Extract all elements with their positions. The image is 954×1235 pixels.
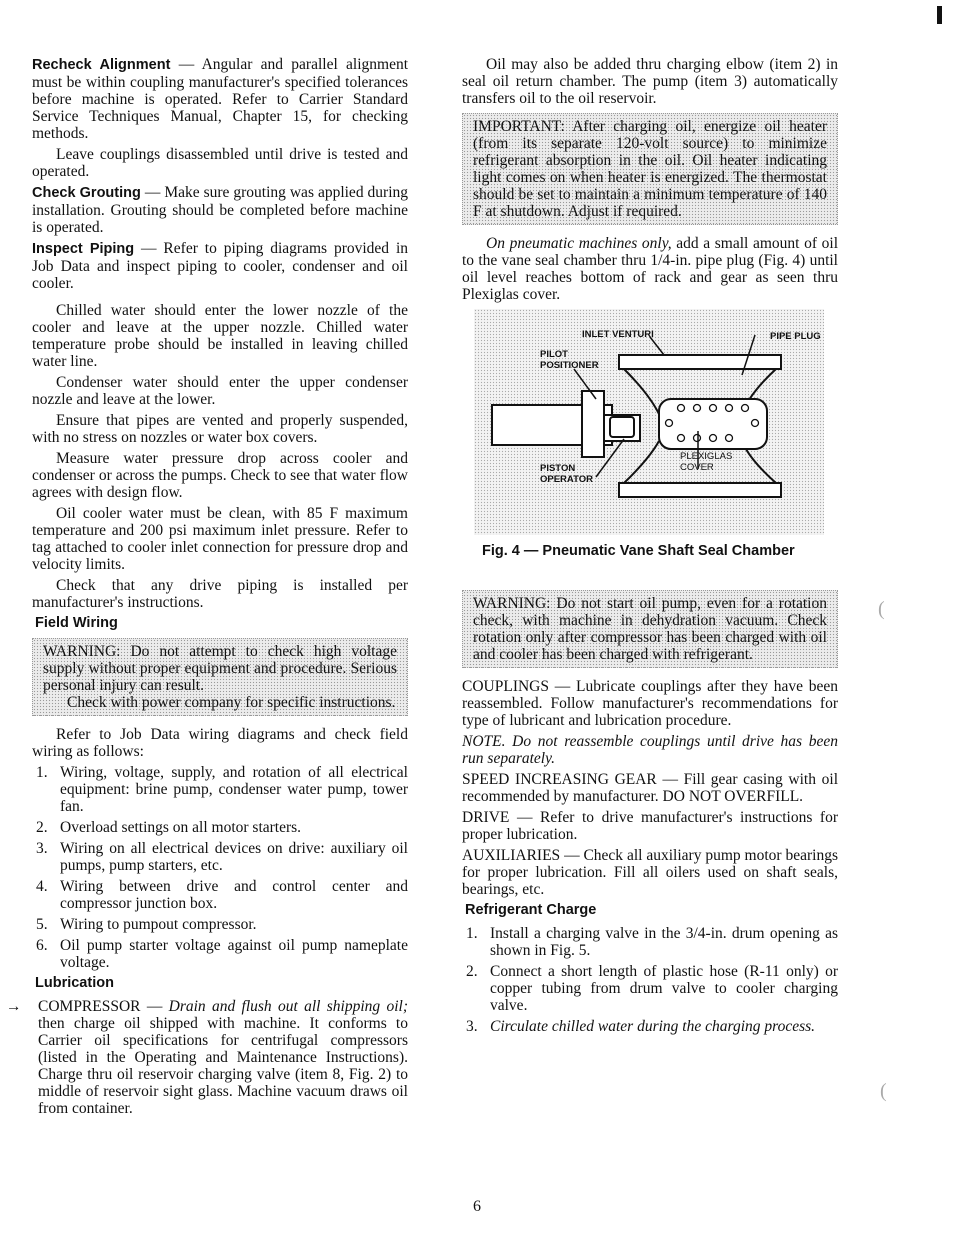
label-pilot: PILOT [540,349,568,360]
piping-paragraph: Chilled water should enter the lower nozzle of the cooler and leave at the upper nozzle. Chilled water temperature probe should be installed in leaving chilled water line. [32,302,408,370]
right-column [462,56,838,1039]
lubrication-heading: Lubrication [35,975,114,991]
compressor-text: then charge oil shipped with machine. It conforms to Carrier oil specifications for centrifugal compressors (listed in the Operating and Maintenance Instructions). Charge thru oil reservoir charging valve (item 8, Fig. 2) to middle of reservoir sight glass. Machine vacuum draws oil from container. [38,1015,408,1117]
label-piston: PISTON [540,463,576,474]
recheck-alignment-heading: Recheck Alignment [32,57,171,73]
piping-paragraph: Ensure that pipes are vented and properly suspended, with no stress on nozzles or water box covers. [32,412,408,446]
field-wiring-intro: Refer to Job Data wiring diagrams and check field wiring as follows: [32,726,408,760]
couplings-note: NOTE. Do not reassemble couplings until drive has been run separately. [462,733,838,767]
gear-lead: SPEED INCREASING GEAR [462,771,657,788]
list-item: 1. Install a charging valve in the 3/4-in. drum opening as shown in Fig. 5. [466,925,838,959]
compressor-paragraph [6,998,409,1117]
pneumatic-paragraph [462,235,838,303]
check-grouting-text: — Make sure grouting was applied during installation. Grouting should be completed before machine is operated. [32,184,409,236]
list-item: 3. Circulate chilled water during the charging process. [466,1018,816,1035]
check-grouting-paragraph [32,184,408,236]
pneumatic-italic: On pneumatic machines only, [486,235,672,252]
piping-paragraph: Condenser water should enter the upper condenser nozzle and leave at the lower. [32,374,408,408]
leave-couplings-paragraph: Leave couplings disassembled until drive is tested and operated. [32,146,408,180]
top-flange [619,355,781,369]
field-wiring-warning-box [32,638,408,716]
refrigerant-charge-heading: Refrigerant Charge [465,902,597,918]
piping-paragraph: Check that any drive piping is installed per manufacturer's instructions. [32,577,408,611]
label-positioner: POSITIONER [540,360,599,371]
list-item: 5. Wiring to pumpout compressor. [36,916,257,933]
recheck-alignment-paragraph [32,56,408,142]
inspect-piping-heading: Inspect Piping [32,241,135,257]
drive-lead: DRIVE [462,809,510,826]
refrigerant-charge-list [462,925,838,1035]
gear-text: — Fill gear casing with oil recommended by manufacturer. DO NOT OVERFILL. [462,771,838,805]
label-pipe-plug: PIPE PLUG [770,331,821,342]
inspect-piping-paragraph [32,240,408,292]
check-grouting-heading: Check Grouting [32,185,141,201]
couplings-paragraph [462,678,838,729]
fig4-caption: Fig. 4 — Pneumatic Vane Shaft Seal Chamber [482,543,795,559]
pneumatic-text: add a small amount of oil to the vane seal chamber thru 1/4-in. pipe plug (Fig. 4) until oil level reaches bottom of rack and gear as seen thru Plexiglas cover. [462,235,838,303]
list-item: 2. Overload settings on all motor starters. [36,819,302,836]
list-item: 1. Wiring, voltage, supply, and rotation of all electrical equipment: brine pump, condenser water pump, tower fan. [36,764,408,815]
label-cover: COVER [680,462,714,473]
list-item: 6. Oil pump starter voltage against oil pump nameplate voltage. [36,937,408,971]
field-wiring-heading: Field Wiring [35,615,118,631]
field-wiring-list [32,764,408,971]
list-item: 3. Wiring on all electrical devices on drive: auxiliary oil pumps, pump starters, etc. [36,840,408,874]
page-number: 6 [473,1198,481,1215]
piping-paragraph: Measure water pressure drop across cooler and condenser or across the pumps. Check to see that water flow agrees with design flow. [32,450,408,501]
field-wiring-warning-text: WARNING: Do not attempt to check high voltage supply without proper equipment and procedure. Serious personal injury can result. [43,643,397,694]
important-box [462,113,838,225]
oil-charging-paragraph: Oil may also be added thru charging elbow (item 2) in seal oil return chamber. The pump (item 3) automatically transfers oil to the oil reservoir. [462,56,838,107]
recheck-alignment-text: — Angular and parallel alignment must be within coupling manufacturer's specified tolerances before machine is operated. Refer to Carrier Standard Service Techniques Manual, Chapter 15, for checking methods. [32,56,408,142]
oil-pump-warning-text: WARNING: Do not start oil pump, even for a rotation check, with machine in dehydration vacuum. Check rotation only after compressor has been charged with oil and cooler has been charged with refrigerant. [473,595,827,663]
couplings-lead: COUPLINGS [462,678,549,695]
auxiliaries-paragraph [462,847,838,898]
field-wiring-warning-followup: Check with power company for specific instructions. [67,694,396,711]
important-text: IMPORTANT: After charging oil, energize oil heater (from its separate 120-volt source) to minimize refrigerant absorption in the oil. Oil heater indicating light comes on when heater is energized. The thermostat should be set to maintain a minimum temperature of 140 F at shutdown. Adjust if required. [473,118,827,220]
fig4-diagram [474,309,838,535]
drive-paragraph [462,809,838,843]
piston-body [582,391,604,457]
inspect-piping-text: — Refer to piping diagrams provided in Job Data and inspect piping to cooler, condenser and oil cooler. [32,240,409,292]
oil-pump-warning-box [462,590,838,668]
list-item: 4. Wiring between drive and control center and compressor junction box. [36,878,408,912]
piston-cup [610,417,634,437]
auxiliaries-lead: AUXILIARIES [462,847,561,864]
vane-seal-chamber-drawing [474,309,824,535]
revision-arrow-icon: → [6,998,22,1015]
page-corner-mark [937,6,942,24]
label-plexiglas: PLEXIGLAS [680,451,733,462]
margin-smudge-bottom: ( [880,1080,887,1102]
list-item: 2. Connect a short length of plastic hose (R-11 only) or copper tubing from drum valve to cooler charging valve. [466,963,838,1014]
couplings-text: — Lubricate couplings after they have been reassembled. Follow manufacturer's recommendations for type of lubricant and lubrication procedure. [462,678,839,729]
piping-paragraph: Oil cooler water must be clean, with 85 F maximum temperature and 200 psi maximum inlet pressure. Refer to tag attached to cooler inlet connection for pressure drop and velocity limits. [32,505,408,573]
drive-text: — Refer to drive manufacturer's instructions for proper lubrication. [462,809,839,843]
gear-paragraph [462,771,838,805]
left-column [6,56,409,1121]
label-operator: OPERATOR [540,474,593,485]
bottom-flange [619,483,781,497]
compressor-italic: Drain and flush out all shipping oil; [168,998,409,1015]
margin-smudge-top: ( [878,598,885,620]
compressor-lead: COMPRESSOR — [38,998,163,1015]
auxiliaries-text: — Check all auxiliary pump motor bearings for proper lubrication. Fill all oilers used on shaft seals, bearings, etc. [462,847,838,898]
label-inlet-venturi: INLET VENTURI [582,329,654,340]
